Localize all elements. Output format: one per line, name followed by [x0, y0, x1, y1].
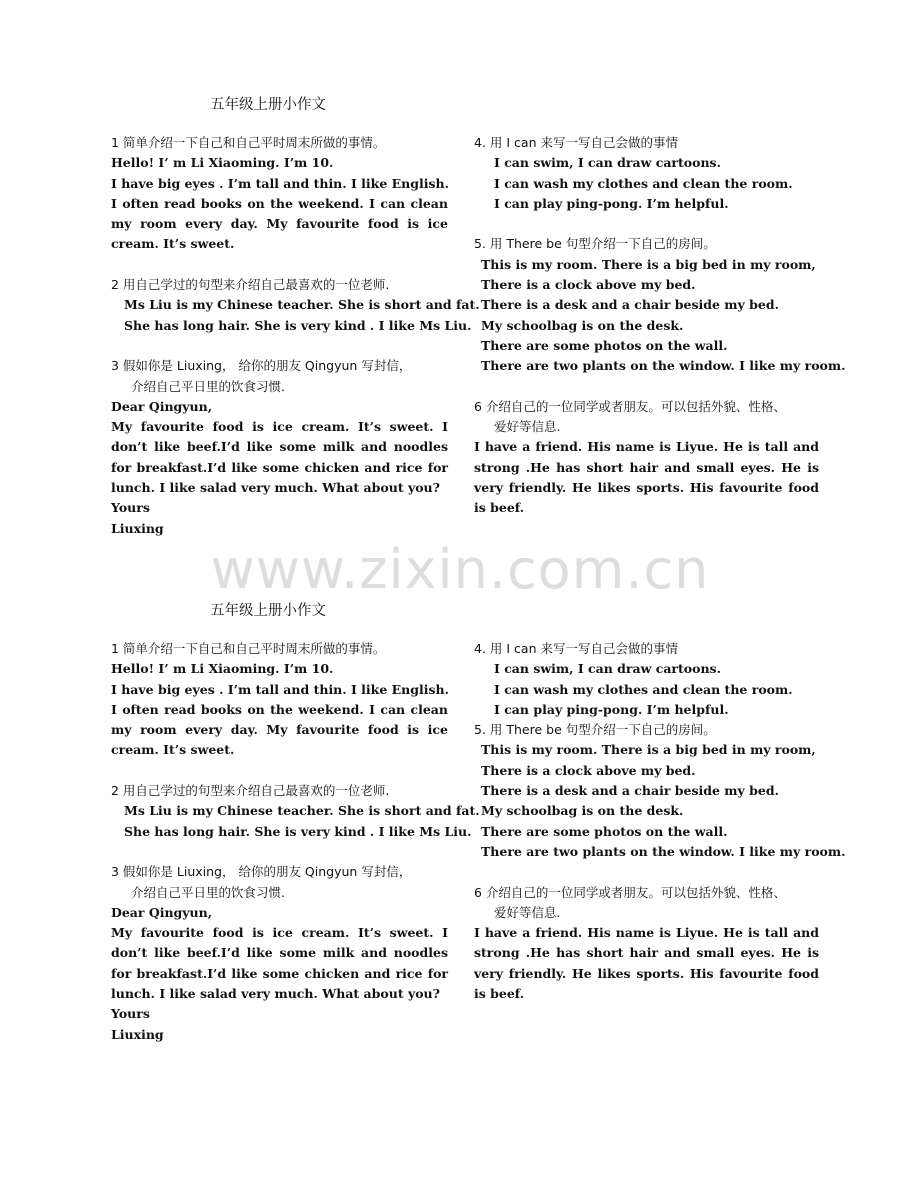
essay-line: My schoolbag is on the desk.	[481, 317, 684, 333]
prompt-6: 6 介绍自己的一位同学或者朋友。可以包括外貌、性格、	[474, 884, 786, 900]
right-column-1	[474, 133, 846, 519]
essay-paragraph: I have a friend. His name is Liyue. He is tall and strong .He has short hair and small eyes. He is very friendly. He likes sports. His favourite food is beef.	[474, 439, 819, 516]
page-title-1: 五年级上册小作文	[210, 97, 326, 113]
essay-line: There is a clock above my bed.	[481, 762, 696, 778]
essay-line: I have big eyes . I’m tall and thin. I like English.	[111, 175, 449, 191]
prompt-3-cont: 介绍自己平日里的饮食习惯.	[131, 884, 285, 900]
letter-signature: Liuxing	[111, 520, 164, 536]
watermark: www.zixin.com.cn	[210, 538, 710, 601]
essay-line: There are two plants on the window. I like my room.	[481, 358, 846, 374]
prompt-6: 6 介绍自己的一位同学或者朋友。可以包括外貌、性格、	[474, 398, 786, 414]
prompt-6-cont: 爱好等信息.	[494, 419, 561, 435]
letter-signature: Liuxing	[111, 1026, 164, 1042]
essay-line: There is a clock above my bed.	[481, 277, 696, 293]
prompt-6-cont: 爱好等信息.	[494, 904, 561, 920]
essay-line: I can swim, I can draw cartoons.	[494, 661, 721, 677]
essay-line: I can play ping-pong. I’m helpful.	[494, 195, 729, 211]
left-column-1	[111, 133, 480, 539]
essay-line: There is a desk and a chair beside my bed.	[481, 297, 779, 313]
essay-line: My schoolbag is on the desk.	[481, 803, 684, 819]
prompt-4: 4. 用 I can 来写一写自己会做的事情	[474, 135, 678, 150]
letter-closing: Yours	[111, 500, 150, 516]
essay-line: Hello! I’ m Li Xiaoming. I’m 10.	[111, 155, 334, 171]
essay-line: Ms Liu is my Chinese teacher. She is short and fat.	[124, 297, 480, 313]
prompt-3: 3 假如你是 Liuxing， 给你的朋友 Qingyun 写封信，	[111, 864, 412, 880]
essay-line: There are two plants on the window. I like my room.	[481, 843, 846, 859]
letter-greeting: Dear Qingyun,	[111, 904, 213, 920]
prompt-3-cont: 介绍自己平日里的饮食习惯.	[131, 378, 285, 394]
essay-line: This is my room. There is a big bed in my room,	[481, 742, 816, 758]
essay-line: Ms Liu is my Chinese teacher. She is short and fat.	[124, 803, 480, 819]
essay-line: I can wash my clothes and clean the room.	[494, 681, 793, 697]
essay-line: I can play ping-pong. I’m helpful.	[494, 701, 729, 717]
prompt-5: 5. 用 There be 句型介绍一下自己的房间。	[474, 236, 716, 252]
letter-body: My favourite food is ice cream. It’s sweet. I don’t like beef.I’d like some milk and noodles for breakfast.I’d like some chicken and rice for lunch. I like salad very much. What about you?	[111, 419, 448, 496]
prompt-1: 1 简单介绍一下自己和自己平时周末所做的事情。	[111, 641, 386, 656]
essay-line: This is my room. There is a big bed in my room,	[481, 256, 816, 272]
letter-greeting: Dear Qingyun,	[111, 398, 213, 414]
page-title-2: 五年级上册小作文	[210, 603, 326, 619]
essay-paragraph: I often read books on the weekend. I can clean my room every day. My favourite food is ice cream. It’s sweet.	[111, 701, 448, 758]
essay-line: I have big eyes . I’m tall and thin. I like English.	[111, 681, 449, 697]
essay-line: She has long hair. She is very kind . I like Ms Liu.	[124, 317, 472, 333]
prompt-2: 2 用自己学过的句型来介绍自己最喜欢的一位老师.	[111, 277, 390, 293]
essay-paragraph: I often read books on the weekend. I can clean my room every day. My favourite food is ice cream. It’s sweet.	[111, 195, 448, 252]
essay-line: Hello! I’ m Li Xiaoming. I’m 10.	[111, 661, 334, 677]
prompt-1: 1 简单介绍一下自己和自己平时周末所做的事情。	[111, 135, 386, 150]
essay-line: There are some photos on the wall.	[481, 823, 728, 839]
prompt-2: 2 用自己学过的句型来介绍自己最喜欢的一位老师.	[111, 783, 390, 799]
essay-paragraph: I have a friend. His name is Liyue. He is tall and strong .He has short hair and small eyes. He is very friendly. He likes sports. His favourite food is beef.	[474, 925, 819, 1002]
essay-line: I can wash my clothes and clean the room.	[494, 175, 793, 191]
letter-body: My favourite food is ice cream. It’s sweet. I don’t like beef.I’d like some milk and noodles for breakfast.I’d like some chicken and rice for lunch. I like salad very much. What about you?	[111, 925, 448, 1002]
prompt-4: 4. 用 I can 来写一写自己会做的事情	[474, 641, 678, 656]
essay-line: There is a desk and a chair beside my bed.	[481, 783, 779, 799]
prompt-5: 5. 用 There be 句型介绍一下自己的房间。	[474, 722, 716, 738]
essay-line: There are some photos on the wall.	[481, 337, 728, 353]
letter-closing: Yours	[111, 1006, 150, 1022]
left-column-2	[111, 639, 480, 1045]
right-column-2	[474, 639, 846, 1004]
prompt-3: 3 假如你是 Liuxing， 给你的朋友 Qingyun 写封信，	[111, 358, 412, 374]
essay-line: I can swim, I can draw cartoons.	[494, 155, 721, 171]
essay-line: She has long hair. She is very kind . I like Ms Liu.	[124, 823, 472, 839]
